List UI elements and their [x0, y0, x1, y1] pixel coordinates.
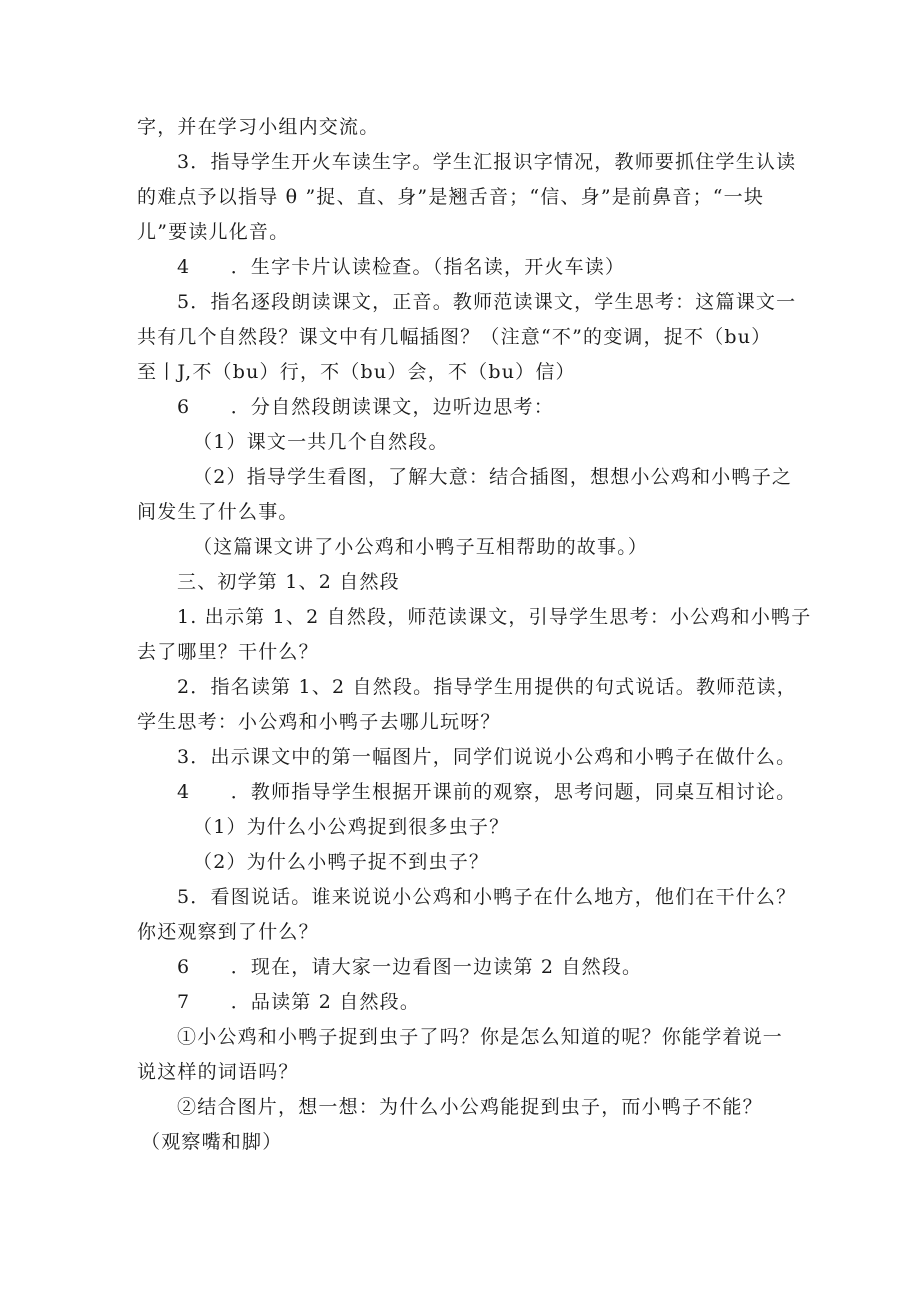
text-line: （这篇课文讲了小公鸡和小鸭子互相帮助的故事。）	[193, 536, 649, 558]
text-line: 你还观察到了什么？	[137, 921, 319, 943]
text-line: 4 ．教师指导学生根据开课前的观察，思考问题，同桌互相讨论。	[177, 781, 797, 803]
text-line: （观察嘴和脚）	[141, 1131, 283, 1153]
text-line: 6 ．分自然段朗读课文，边听边思考：	[177, 396, 554, 418]
text-line: （2）为什么小鸭子捉不到虫子？	[193, 851, 490, 873]
text-line: 4 ．生字卡片认读检查。（指名读，开火车读）	[177, 256, 626, 278]
text-line: 1. 出示第 1、2 自然段，师范读课文，引导学生思考：小公鸡和小鸭子	[177, 606, 812, 628]
text-line: 间发生了什么事。	[137, 501, 299, 523]
text-line: （1）为什么小公鸡捉到很多虫子？	[193, 816, 510, 838]
text-line: ①小公鸡和小鸭子捉到虫子了吗？你是怎么知道的呢？你能学着说一	[177, 1026, 784, 1048]
text-line: 3．出示课文中的第一幅图片，同学们说说小公鸡和小鸭子在做什么。	[177, 746, 797, 768]
text-line: 共有几个自然段？课文中有几幅插图？（注意“不”的变调，捉不（bu）	[137, 326, 772, 348]
text-line: 5．指名逐段朗读课文，正音。教师范读课文，学生思考：这篇课文一	[177, 291, 797, 313]
text-line: （2）指导学生看图，了解大意：结合插图，想想小公鸡和小鸭子之	[193, 466, 793, 488]
text-line: 2．指名读第 1、2 自然段。指导学生用提供的句式说话。教师范读，	[177, 676, 797, 698]
text-line: 5．看图说话。谁来说说小公鸡和小鸭子在什么地方，他们在干什么？	[177, 886, 797, 908]
text-line: 至丨J,不（bu）行，不（bu）会，不（bu）信）	[137, 361, 576, 383]
text-line: 7 ．品读第 2 自然段。	[177, 991, 421, 1013]
section-heading: 三、初学第 1、2 自然段	[177, 571, 400, 593]
text-line: 儿”要读儿化音。	[137, 221, 290, 243]
text-line: 的难点予以指导 θ ”捉、直、身”是翘舌音；“信、身”是前鼻音；“一块	[137, 186, 765, 208]
text-line: 说这样的词语吗？	[137, 1061, 299, 1083]
text-line: ②结合图片，想一想：为什么小公鸡能捉到虫子，而小鸭子不能？	[177, 1096, 763, 1118]
text-line: 字，并在学习小组内交流。	[137, 116, 380, 138]
text-line: 去了哪里？干什么？	[137, 641, 319, 663]
text-line: 学生思考：小公鸡和小鸭子去哪儿玩呀？	[137, 711, 501, 733]
text-line: （1）课文一共几个自然段。	[193, 431, 449, 453]
text-line: 6 ．现在，请大家一边看图一边读第 2 自然段。	[177, 956, 643, 978]
text-line: 3．指导学生开火车读生字。学生汇报识字情况，教师要抓住学生认读	[177, 151, 797, 173]
